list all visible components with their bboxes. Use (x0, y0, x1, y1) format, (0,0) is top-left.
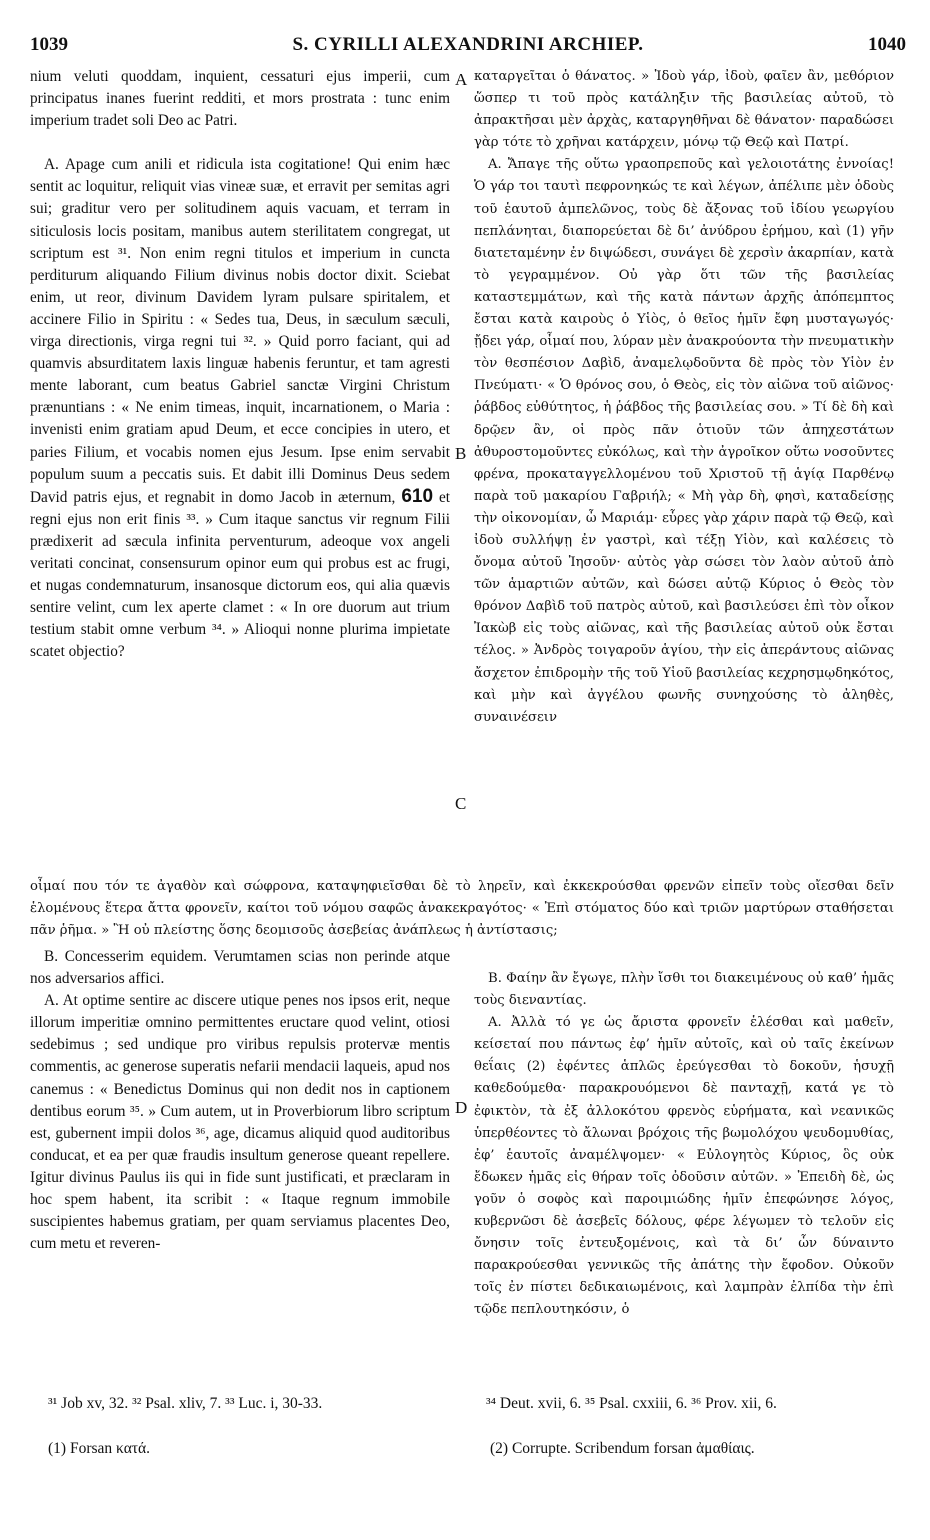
greek-paragraph: B. Φαίην ἂν ἔγωγε, πλὴν ἴσθι τοι διακειμένους οὐ καθ’ ἡμᾶς τοὺς διεναντίας. (474, 971, 894, 1009)
latin-paragraph: B. Concesserim equidem. Verumtamen scias non perinde atque nos adversarios affici. (30, 948, 450, 988)
running-title: S. CYRILLI ALEXANDRINI ARCHIEP. (292, 34, 644, 55)
latin-paragraph: nium veluti quoddam, inquient, cessaturi ejus imperii, cum principatus inanes fuerint redditi, et mors prostrata : tunc enim imperium tradet soli Deo ac Patri. (30, 68, 450, 130)
latin-column-top (30, 66, 450, 663)
running-header (30, 34, 906, 58)
greek-column-bottom (474, 968, 894, 1322)
inline-page-number: 610 (401, 485, 434, 507)
page-number-left: 1039 (30, 34, 68, 55)
margin-marker-d: D (455, 1098, 468, 1117)
margin-marker-c: C (455, 794, 467, 813)
latin-paragraph (30, 154, 450, 663)
margin-marker-a: A (455, 70, 468, 89)
greek-column-top (474, 66, 894, 729)
greek-paragraph: A. Ἀλλὰ τό γε ὡς ἄριστα φρονεῖν ἑλέσθαι καὶ μαθεῖν, κείσεταί που πάντως ἐφ’ ἡμῖν αὐτοῖς, καὶ οὐ ταῖς ἐκείνων θεΐαις (2) ἐφέντες ἁπλῶς ἐρεύγεσθαι τὸ δοκοῦν, ἡσυχῇ καθεδούμεθα· παρακρουόμενοι δὲ πανταχῇ, κατά γε τὸ ἐφικτὸν, τὰ ἐξ ἀλλοκότου φρενὸς εὑρήματα, καὶ νεανικῶς ὑπερθέοντες τὸ ἄλωναι βρόχοις τῆς βωμολόχου ψευδομυθίας, ἐφ’ ἑαυτοῖς ἀναμέλψομεν· « Εὐλογητὸς Κύριος, ὃς οὐκ ἔδωκεν ἡμᾶς εἰς θήραν τοῖς ὀδοῦσιν αὐτῶν. » Ἐπειδὴ δὲ, ὡς γοῦν ὁ σοφὸς καὶ παροιμιώδης ἡμῖν ἐπεφώνησε λόγος, κυβερνῶσι δὲ ἀσεβεῖς δόλους, φέρε λέγωμεν τὸ τελοῦν εἰς ὄνησιν τοῖς ἐντευξομένοις, καὶ τὰ δι’ ὧν δύναιντο παρακρούεσθαι γεννικῶς τῆς ἀπάτης τὴν ἔφοδον. Οὐκοῦν τοῖς ἐν πίστει δεδικαιωμένοις, καὶ λαμπρὰν ἐλπίδα τὴν ἐπὶ τῷδε πεπλουτηκόσιν, ὁ (474, 1015, 894, 1318)
footnote-1: (1) Forsan κατά. (48, 1440, 151, 1457)
latin-paragraph: A. At optime sentire ac discere utique penes nos ipsos erit, neque illorum imperitiæ omnino permittentes eructare quod velint, otiosi sedebimus ; sed undique pro viribus repulsis protervæ mentis commentis, ac generose superatis nefarii mendacii laqueis, apud nos canemus : « Benedictus Dominus qui non dedit nos in captionem dentibus eorum ³⁵. » Cum autem, ut in Proverbiorum libro scriptum est, gubernent impii dolos ³⁶, age, dicamus aliquid quod auditoribus conducat, et ea per quæ fraudis insultum generose queant repellere. Igitur divinus Paulus iis qui in fide sunt justificati, et præclaram in hoc spem habent, ita scribit : « Itaque regnum immobile suscipientes habemus gratiam, per quam serviamus placentes Deo, cum metu et reveren- (30, 992, 450, 1253)
scripture-notes-left: ³¹ Job xv, 32. ³² Psal. xliv, 7. ³³ Luc. i, 30-33. (48, 1395, 323, 1412)
greek-paragraph: A. Ἄπαγε τῆς οὕτω γραοπρεποῦς καὶ γελοιοτάτης ἐννοίας! Ὁ γάρ τοι ταυτὶ πεφρονηκώς τε καὶ λέγων, ἀπέλιπε μὲν ὁδοὺς τοῦ ἑαυτοῦ ἀμπελῶνος, τοὺς δὲ ἄξονας τοῦ ἰδίου γεωργίου πεπλάνηται, διαπορεύεται δὲ δι’ ἀνύδρου ἐρήμου, καὶ (1) γῆν διατεταμένην ἐν διψώδεσι, συνάγει δὲ χερσὶν ἀκαρπίαν, κατὰ τὸ γεγραμμένον. Οὐ γὰρ ὅτι τῶν τῆς βασιλείας καταστεμμάτων, καὶ τῆς κατὰ πάντων ἀρχῆς ἀπόπεμπτος ἔσται κατὰ καιροὺς ὁ Υἱὸς, ὁ θεῖος ἡμῖν ἔφη μυσταγωγός· ᾔδει γάρ, οἶμαί που, λύραν μὲν ἀνακρούοντα τὴν πνευματικὴν τὸν θεσπέσιον Δαβὶδ, ἀναμελῳδοῦντα δὲ πρὸς τὸν Υἱὸν ἐν Πνεύματι· « Ὁ θρόνος σου, ὁ Θεὸς, εἰς τὸν αἰῶνα τοῦ αἰῶνος· ῥάβδος εὐθύτητος, ἡ ῥάβδος τῆς βασιλείας σου. » Τί δὲ δὴ καὶ δρῷεν ἂν, οἱ πρὸς πᾶν ὁτιοῦν τῶν ἀπηχεστάτων ἀθυροστομοῦντες εὐκόλως, καὶ τὴν ἀγροῖκον οὕτω νοσοῦντες φρένα, προκαταγγελλομένου τοῦ Χριστοῦ τῇ ἁγίᾳ Παρθένῳ παρὰ τοῦ μακαρίου Γαβριήλ; « Μὴ γὰρ δὴ, φησὶ, καταδείσῃς τὴν οἰκονομίαν, ὦ Μαριάμ· εὗρες γὰρ χάριν παρὰ τῷ Θεῷ, καὶ ἰδοὺ συλλήψῃ ἐν γαστρὶ, καὶ τέξῃ Υἱὸν, καὶ καλέσεις τὸ ὄνομα αὐτοῦ Ἰησοῦν· αὐτὸς γὰρ σώσει τὸν λαὸν αὐτοῦ ἀπὸ τῶν ἁμαρτιῶν αὐτῶν, καὶ δώσει αὐτῷ Κύριος ὁ Θεὸς τὸν θρόνον Δαβὶδ τοῦ πατρὸς αὐτοῦ, καὶ βασιλεύσει ἐπὶ τὸν οἶκον Ἰακὼβ εἰς τοὺς αἰῶνας, καὶ τῆς βασιλείας αὐτοῦ οὐκ ἔσται τέλος. » Ἀνδρὸς τοιγαροῦν ἁγίου, τὴν εἰς ἀπεράντους αἰῶνας ἄσχετον ἐπιδρομὴν τῆς τοῦ Υἱοῦ βασιλείας κεχρησμῳδηκότος, καὶ μὴν καὶ ἀγγέλου φωνῆς συνηχούσης τὸ ἀληθὲς, συναινέσειν (474, 157, 894, 725)
greek-paragraph: οἶμαί που τόν τε ἀγαθὸν καὶ σώφρονα, καταψηφιεῖσθαι δὲ τὸ ληρεῖν, καὶ ἐκκεκρούσθαι φρενῶν εἰπεῖν τοὺς οἴεσθαι δεῖν ἑλομένους ἕτερα ἄττα φρονεῖν, καίτοι τοῦ νόμου σαφῶς ἀνακεκραγότος· « Ἐπὶ στόματος δύο καὶ τριῶν μαρτύρων σταθήσεται πᾶν ῥῆμα. » Ἢ οὐ πλείστης ὅσης δεομισοῦς ἀσεβείας ἀνάπλεως ἡ ἀντίστασις; (30, 879, 894, 939)
footnote-2: (2) Corrupte. Scribendum forsan ἀμαθίαις. (490, 1440, 755, 1457)
margin-marker-b: B (455, 444, 467, 463)
latin-text: et regni ejus non erit finis ³³. » Cum itaque sanctus vir regnum Filii prædixerit ad sæcula infinita perventurum, adeoque vox angeli veritati concinat, consensurum opinor eum qui probus est ac frugi, et nugas condemnaturum, insanosque dictorum eos, qui alia quævis sentire velint, cum lex aperte clamet : « In ore duorum aut trium testium stabit omne verbum ³⁴. » Alioqui nonne plurima impietate scatet objectio? (30, 488, 451, 661)
scripture-notes-right: ³⁴ Deut. xvii, 6. ³⁵ Psal. cxxiii, 6. ³⁶ Prov. xii, 6. (486, 1395, 777, 1412)
page-number-right: 1040 (868, 34, 906, 55)
latin-column-bottom (30, 946, 450, 1255)
latin-text: A. Apage cum anili et ridicula ista cogitatione! Qui enim hæc sentit ac loquitur, reliquit vias vineæ suæ, et erravit per semitas agri sui; graditur vero per solitudinem aquis vacuam, et terram in siticulosis locis positam, manibus autem sterilitatem congregat, ut scriptum est ³¹. Non enim regni titulos et imperium in cuncta perditurum aliquando Filium divinus nobis doctor dixit. Sciebat enim, ut reor, divinum Davidem lyram pulsare spiritalem, et accinere Filio in Spiritu : « Sedes tua, Deus, in sæculum sæculi, virga directionis, virga regni tui ³². » Quid porro faciant, qui ad quamvis absurditatem laxis linguæ habenis feruntur, et tam agresti mente laborant, cum beatus Gabriel sanctæ Virgini Christum prænuntians : « Ne enim timeas, inquit, incarnationem, o Maria : invenisti enim gratiam apud Deum, et ecce concipies in utero, et paries Filium, et vocabis nomen ejus Jesum. Ipse enim servabit populum suum a peccatis suis. Et dabit illi Dominus Deus sedem David patris ejus, et regnabit in domo Jacob in æternum, (30, 156, 450, 506)
greek-full-width (30, 876, 894, 942)
greek-paragraph: καταργεῖται ὁ θάνατος. » Ἰδοὺ γάρ, ἰδοὺ, φαῖεν ἂν, μεθόριον ὥσπερ τι τοῦ πρὸς κατάληξιν τῆς βασιλείας αὐτοῦ, τὸ ἀπρακτῆσαι μὲν ἀρχὰς, καταργηθῆναι δὲ θάνατον· παραδώσει γὰρ τότε τὸ χρῆναι κατάρχειν, μόνῳ τῷ Θεῷ καὶ Πατρί. (474, 69, 894, 151)
